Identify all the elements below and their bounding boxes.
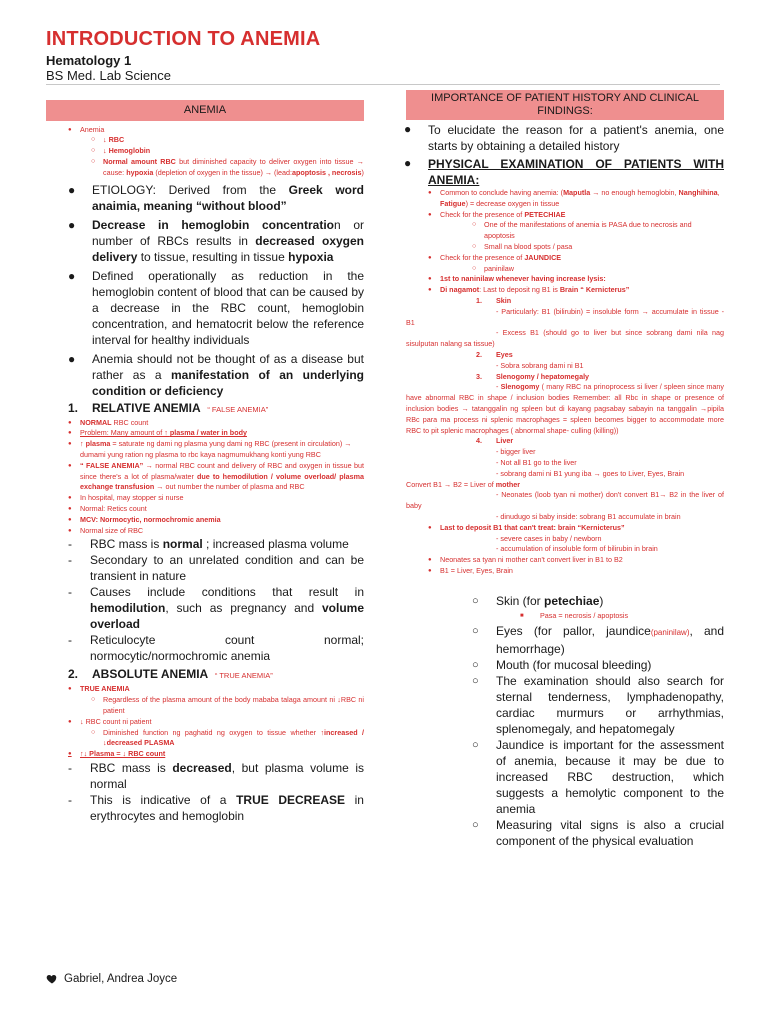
list-item: ● ↑ plasma = saturate ng dami ng plasma yung dami ng RBC (present in circulation) → dumami yung ration ng plasma to rbc kaya nagmumukhang konti yung RBC	[68, 439, 352, 460]
list-item: ● ↑↓ Plasma = ↓ RBC count	[68, 749, 166, 759]
author-name: Gabriel, Andrea Joyce	[64, 973, 178, 985]
list-item: ● Anemia should not be thought of as a disease but rather as a manifestation of an underlying condition or deficiency	[68, 351, 364, 398]
list-item: ● Normal: Retics count	[68, 504, 147, 513]
list-item: - RBC mass is decreased, but plasma volume is normal	[68, 760, 364, 791]
list-item: ● Last to deposit B1 that can't treat: brain “Kernicterus”	[428, 522, 625, 532]
list-item: ○ The examination should also search for sternal tenderness, lymphadenopathy, cardiac murmurs or arrhythmias, splenomegaly, and hepatomegaly	[472, 674, 724, 737]
list-item: ● In hospital, may stopper si nurse	[68, 493, 184, 503]
list-item: ● Defined operationally as reduction in the hemoglobin content of blood that can be caused by a decrease in the RBC count, hemoglobin concentration, and hematocrit below the reference interval for healthy individuals	[68, 268, 364, 347]
skin-note-b: - Excess B1 (should go to liver but since sobrang dami nila nag sisulputan nalang sa tissue)	[406, 328, 724, 349]
patient-history-banner: IMPORTANCE OF PATIENT HISTORY AND CLINICAL FINDINGS:	[406, 90, 724, 120]
list-item: ● Decrease in hemoglobin concentration or number of RBCs results in decreased oxygen delivery to tissue, resulting in tissue hypoxia	[68, 217, 364, 264]
list-item: ● Normal size of RBC	[68, 525, 144, 535]
list-item: ○ Measuring vital signs is also a crucial component of the physical evaluation	[472, 818, 724, 849]
list-item: 2. Eyes	[476, 349, 513, 359]
list-item: ○ Mouth (for mucosal bleeding)	[472, 658, 652, 673]
heart-icon	[46, 973, 58, 985]
list-item: ● Problem: Many amount of ↑ plasma / water in body	[68, 428, 247, 438]
list-item: ● Check for the presence of PETECHIAE	[428, 209, 566, 219]
list-item: ○ Diminished function ng paghatid ng oxygen to tissue whether ↑increased / ↓decreased PLASMA	[91, 727, 364, 748]
list-item: ● Common to conclude having anemia: (Maputla → no enough hemoglobin, Nanghihina, Fatigue) = decrease oxygen in tissue	[428, 188, 720, 208]
document-header	[46, 28, 726, 83]
list-item: 4. Liver	[476, 436, 514, 446]
list-item: ● ETIOLOGY: Derived from the Greek word anaimia, meaning “without blood”	[68, 182, 364, 213]
list-item: ○ Jaundice is important for the assessment of anemia, because it may be due to increased RBC destruction, which suggests a hemolytic component to the anemia	[472, 738, 724, 817]
skin-note-a: - Particularly: B1 (bilirubin) = insoluble form → accumulate in tissue - B1	[406, 306, 724, 327]
list-item: ● B1 = Liver, Eyes, Brain	[428, 565, 513, 575]
list-item: - This is indicative of a TRUE DECREASE in erythrocytes and hemoglobin	[68, 792, 364, 823]
convert-note: Convert B1 → B2 = Liver of mother	[406, 479, 521, 489]
list-item: ● Di nagamot: Last to deposit ng B1 is Brain “ Kernicterus”	[428, 285, 630, 295]
program-label: BS Med. Lab Science	[46, 68, 172, 83]
absolute-anemia-heading: 2. ABSOLUTE ANEMIA “ TRUE ANEMIA”	[68, 667, 273, 682]
list-item: ● “ FALSE ANEMIA” → normal RBC count and delivery of RBC and oxygen in tissue but since there's a lot of plasma/water due to hemodilution / volume overload/ plasma exchange transfusion → out number the number of plasma and RBC	[68, 460, 365, 492]
list-item: ○ ↓ Hemoglobin	[91, 146, 151, 156]
list-item: ● Neonates sa tyan ni mother can't convert liver in B1 to B2	[428, 555, 623, 565]
page-title: INTRODUCTION TO ANEMIA	[46, 28, 321, 50]
list-item: ○ Small na blood spots / pasa	[472, 241, 573, 251]
kernicterus-note: - severe cases in baby / newborn	[496, 533, 602, 543]
list-item: ○ ↓ RBC	[91, 135, 125, 145]
course-subtitle: Hematology 1	[46, 53, 132, 68]
kernicterus-note: - accumulation of insoluble form of bilirubin in brain	[496, 544, 658, 554]
right-column	[406, 90, 724, 849]
relative-anemia-heading: 1. RELATIVE ANEMIA “ FALSE ANEMIA”	[68, 400, 269, 415]
list-item: ○ Normal amount RBC but diminished capacity to deliver oxygen into tissue → cause: hypoxia (depletion of oxygen in the tissue) → (lead:apoptosis , necrosis)	[91, 157, 364, 177]
splenomegaly-note: - Slenogomy ( many RBC na prinoprocess si liver / spleen since many have abnormal RBC in shape / inclusion bodies Remember: all Rbc in shape or presence of inclusion bodies → tatanggalin ng spleen but di kayang pagsabay sabayin na tanggalin →pipila RBc para ma process ni splenic macrophages = spleen becomes bigger to accommodate more RBC to pit splenic macrophages ( abnormal shape- culling (killing))	[406, 382, 725, 435]
list-item: ○ Eyes (for pallor, jaundice(paninilaw), and hemorrhage)	[472, 624, 724, 657]
liver-note: - Not all B1 go to the liver	[496, 457, 577, 467]
list-item: ● NORMAL RBC count	[68, 417, 149, 427]
list-item: - Secondary to an unrelated condition and can be transient in nature	[68, 553, 364, 584]
list-item: - RBC mass is normal ; increased plasma volume	[68, 537, 349, 552]
list-item: - Reticulocyte count normal; normocytic/normochromic anemia	[68, 633, 364, 664]
neonates-note: - Neonates (loob tyan ni mother) don't convert B1→ B2 in the liver of baby	[406, 490, 724, 511]
list-item: ● 1st to naninilaw whenever having increase lysis:	[428, 274, 606, 284]
list-item: - Causes include conditions that result in hemodilution, such as pregnancy and volume overload	[68, 585, 364, 632]
list-item: ■ Pasa = necrosis / apoptosis	[520, 610, 629, 620]
anemia-banner: ANEMIA	[46, 100, 364, 121]
list-item: ● PHYSICAL EXAMINATION OF PATIENTS WITH ANEMIA:	[404, 156, 724, 187]
header-divider	[46, 84, 720, 85]
left-column	[46, 100, 364, 824]
list-item: ○ Skin (for petechiae)	[472, 593, 604, 608]
list-item: ● ↓ RBC count ni patient	[68, 716, 152, 726]
list-item: ● MCV: Normocytic, normochromic anemia	[68, 514, 221, 524]
liver-note: - bigger liver	[496, 447, 536, 457]
list-item: ● Check for the presence of JAUNDICE	[428, 252, 562, 262]
eyes-note: - Sobra sobrang dami ni B1	[496, 360, 584, 370]
footer	[46, 973, 177, 985]
list-item: ● To elucidate the reason for a patient's anemia, one starts by obtaining a detailed history	[404, 122, 724, 153]
list-item: ○ Regardless of the plasma amount of the body mababa talaga amount ni ↓RBC ni patient	[91, 695, 364, 715]
neonates-note: - dinudugo si baby inside: sobrang B1 accumulate in brain	[496, 511, 681, 521]
list-item: ○ paninilaw	[472, 263, 514, 273]
list-item: ○ One of the manifestations of anemia is PASA due to necrosis and apoptosis	[472, 220, 692, 241]
list-item: ● Anemia	[68, 124, 105, 134]
list-item: ● TRUE ANEMIA	[68, 684, 130, 694]
list-item: 1. Skin	[476, 295, 512, 305]
list-item: 3. Slenogomy / hepatomegaly	[476, 371, 590, 381]
liver-note: - sobrang dami ni B1 yung iba → goes to Liver, Eyes, Brain	[496, 468, 685, 478]
